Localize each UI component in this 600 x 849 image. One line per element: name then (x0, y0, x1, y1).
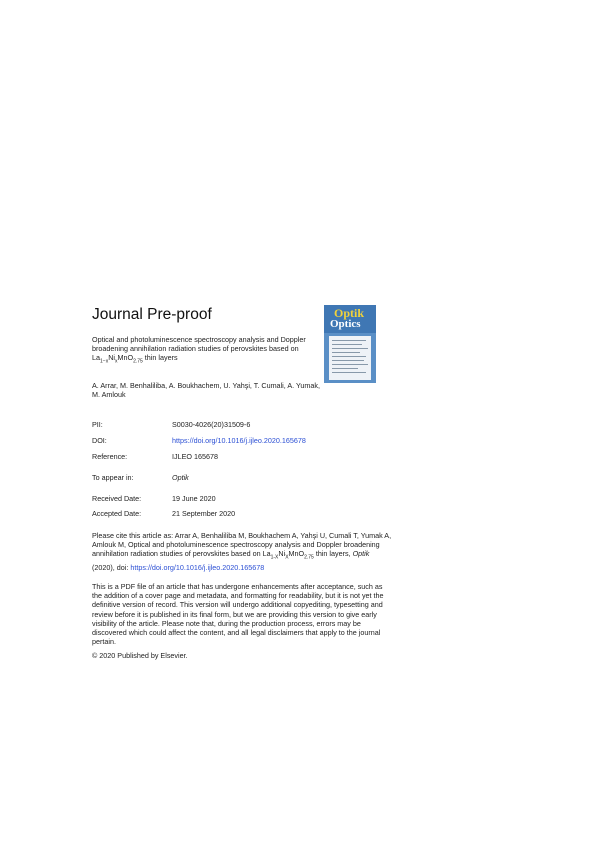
appear-label: To appear in: (92, 473, 134, 482)
pii-label: PII: (92, 420, 103, 429)
citation-paragraph: Please cite this article as: Arrar A, Benhaliliba M, Boukhachem A, Yahşi U, Cumali T, Yumak A, Amlouk M, Optical and photoluminescence spectroscopy analysis and Doppler broadening annihilation radiation studies of perovskites based on $La_{1-X}Ni_XMnO_{2.75}$ thin layers, Optik (2020), doi: https://doi.org/10.1016/j.ijleo.2020.165678 (92, 531, 392, 573)
cover-title-optics: Optics (330, 318, 361, 330)
pii-value: S0030-4026(20)31509-6 (172, 420, 251, 429)
doi-label: DOI: (92, 436, 107, 445)
cover-contents-panel (329, 336, 371, 380)
accepted-value: 21 September 2020 (172, 509, 236, 518)
doi-link[interactable]: https://doi.org/10.1016/j.ijleo.2020.165678 (172, 436, 306, 445)
article-title: Optical and photoluminescence spectroscopy analysis and Doppler broadening annihilation radiation studies of perovskites based on $La_{1-x}Ni_xMnO_{2.75}$ thin layers (92, 335, 306, 365)
copyright-notice: © 2020 Published by Elsevier. (92, 651, 188, 660)
received-value: 19 June 2020 (172, 494, 216, 503)
journal-cover-image (324, 305, 376, 383)
article-authors: A. Arrar, M. Benhaliliba, A. Boukhachem, U. Yahşi, T. Cumali, A. Yumak, M. Amlouk (92, 381, 320, 400)
cover-title-optik: Optik (334, 306, 365, 320)
appear-value: Optik (172, 473, 189, 482)
accepted-label: Accepted Date: (92, 509, 142, 518)
preproof-notice: This is a PDF file of an article that has undergone enhancements after acceptance, such as the addition of a cover page and metadata, and formatting for readability, but it is not yet the definitive version of record. This version will undergo additional copyediting, typesetting and review before it is published in its final form, but we are providing this version to give early visibility of the article. Please note that, during the production process, errors may be discovered which could affect the content, and all legal disclaimers that apply to the journal pertain. (92, 582, 384, 647)
received-label: Received Date: (92, 494, 142, 503)
reference-label: Reference: (92, 452, 128, 461)
citation-doi-link[interactable]: https://doi.org/10.1016/j.ijleo.2020.165678 (130, 563, 265, 573)
reference-value: IJLEO 165678 (172, 452, 218, 461)
page-heading: Journal Pre-proof (92, 306, 212, 323)
